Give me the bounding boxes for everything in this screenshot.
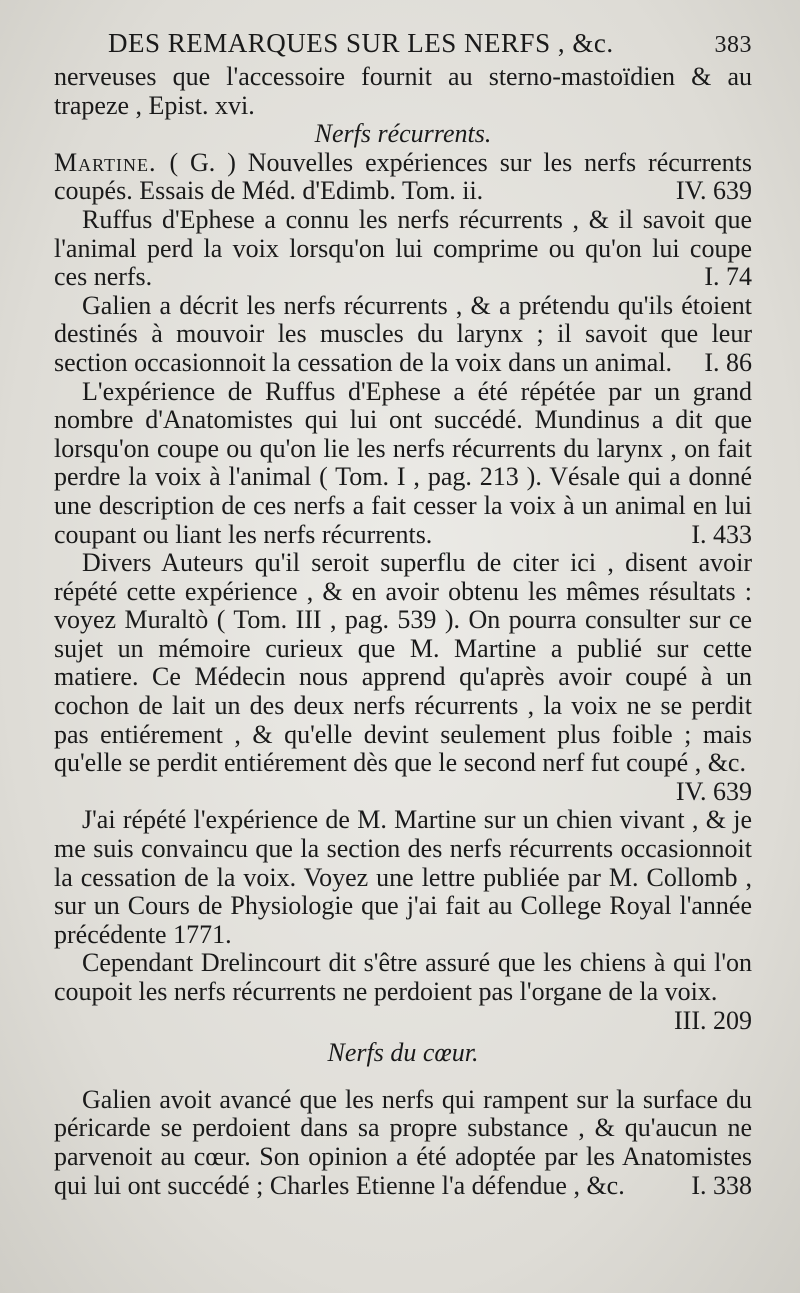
paragraph-text: Ruffus d'Ephese a connu les nerfs récurrents , & il savoit que l'animal perd la voix lorsqu'on lui comprime ou qu'on lui coupe ces nerfs. (54, 204, 752, 292)
paragraph-text: J'ai répété l'expérience de M. Martine sur un chien vivant , & je me suis convaincu que la section des nerfs récurrents occasionnoit la cessation de la voix. Voyez une lettre publiée par M. Collomb , sur un Cours de Physiologie que j'ai fait au College Royal l'année précédente 1771. (54, 805, 752, 949)
paragraph (54, 149, 752, 206)
volume-reference: IV. 639 (675, 776, 752, 806)
volume-reference: I. 338 (691, 1170, 752, 1200)
paragraph-text: Divers Auteurs qu'il seroit superflu de citer ici , disent avoir répété cette expérience , & en avoir obtenu les mêmes résultats : voyez Muraltò ( Tom. III , pag. 539 ). On pourra consulter sur ce sujet un mémoire curieux que M. Martine a publié sur cette matiere. Ce Médecin nous apprend qu'après avoir coupé à un cochon de lait un des deux nerfs récurrents , la voix ne se perdit pas entiérement , & qu'elle devint seulement plus foible ; mais qu'elle se perdit entiérement dès que le second nerf fut coupé , &c. (54, 548, 752, 778)
page-body (54, 63, 752, 1200)
paragraph (54, 549, 752, 806)
author-lead: Martine. (54, 147, 170, 177)
paragraph-text: nerveuses que l'accessoire fournit au sterno-mastoïdien & au trapeze , Epist. xvi. (54, 62, 752, 120)
paragraph (54, 292, 752, 378)
paragraph-text: Cependant Drelincourt dit s'être assuré que les chiens à qui l'on coupoit les nerfs récurrents ne perdoient pas l'organe de la voix. (54, 948, 752, 1006)
paragraph (54, 63, 752, 120)
section-heading: Nerfs du cœur. (327, 1038, 479, 1068)
paragraph-text: Galien a décrit les nerfs récurrents , & a prétendu qu'ils étoient destinés à mouvoir les muscles du larynx ; il savoit que leur section occasionnoit la cessation de la voix dans un animal. (54, 290, 752, 377)
running-title: DES REMARQUES SUR LES NERFS , &c. (108, 28, 614, 58)
volume-reference: I. 74 (704, 262, 752, 292)
volume-reference: III. 209 (674, 1005, 752, 1035)
paragraph-text: Galien avoit avancé que les nerfs qui rampent sur la surface du péricarde se perdoient dans sa propre substance , & qu'aucun ne parvenoit au cœur. Son opinion a été adoptée par les Anatomistes qui lui ont succédé ; Charles Etienne l'a défendue , &c. (54, 1084, 752, 1200)
page-number: 383 (714, 32, 752, 58)
volume-reference: I. 433 (691, 519, 752, 549)
section-heading: Nerfs récurrents. (314, 119, 492, 149)
paragraph (54, 1086, 752, 1200)
running-head (54, 28, 752, 59)
volume-reference: I. 86 (704, 347, 752, 377)
paragraph (54, 949, 752, 1035)
paragraph (54, 378, 752, 550)
paragraph (54, 806, 752, 949)
paragraph (54, 206, 752, 292)
paragraph-text: ( G. ) Nouvelles expériences sur les nerfs récurrents coupés. Essais de Méd. d'Edimb. Tom. ii. (54, 147, 752, 206)
paragraph-text: L'expérience de Ruffus d'Ephese a été répétée par un grand nombre d'Anatomistes qui lui ont succédé. Mundinus a dit que lorsqu'on coupe ou qu'on lie les nerfs récurrents du larynx , on fait perdre la voix à l'animal ( Tom. I , pag. 213 ). Vésale qui a donné une description de ces nerfs a fait cesser la voix à un animal en lui coupant ou liant les nerfs récurrents. (54, 376, 752, 549)
volume-reference: IV. 639 (675, 176, 752, 206)
